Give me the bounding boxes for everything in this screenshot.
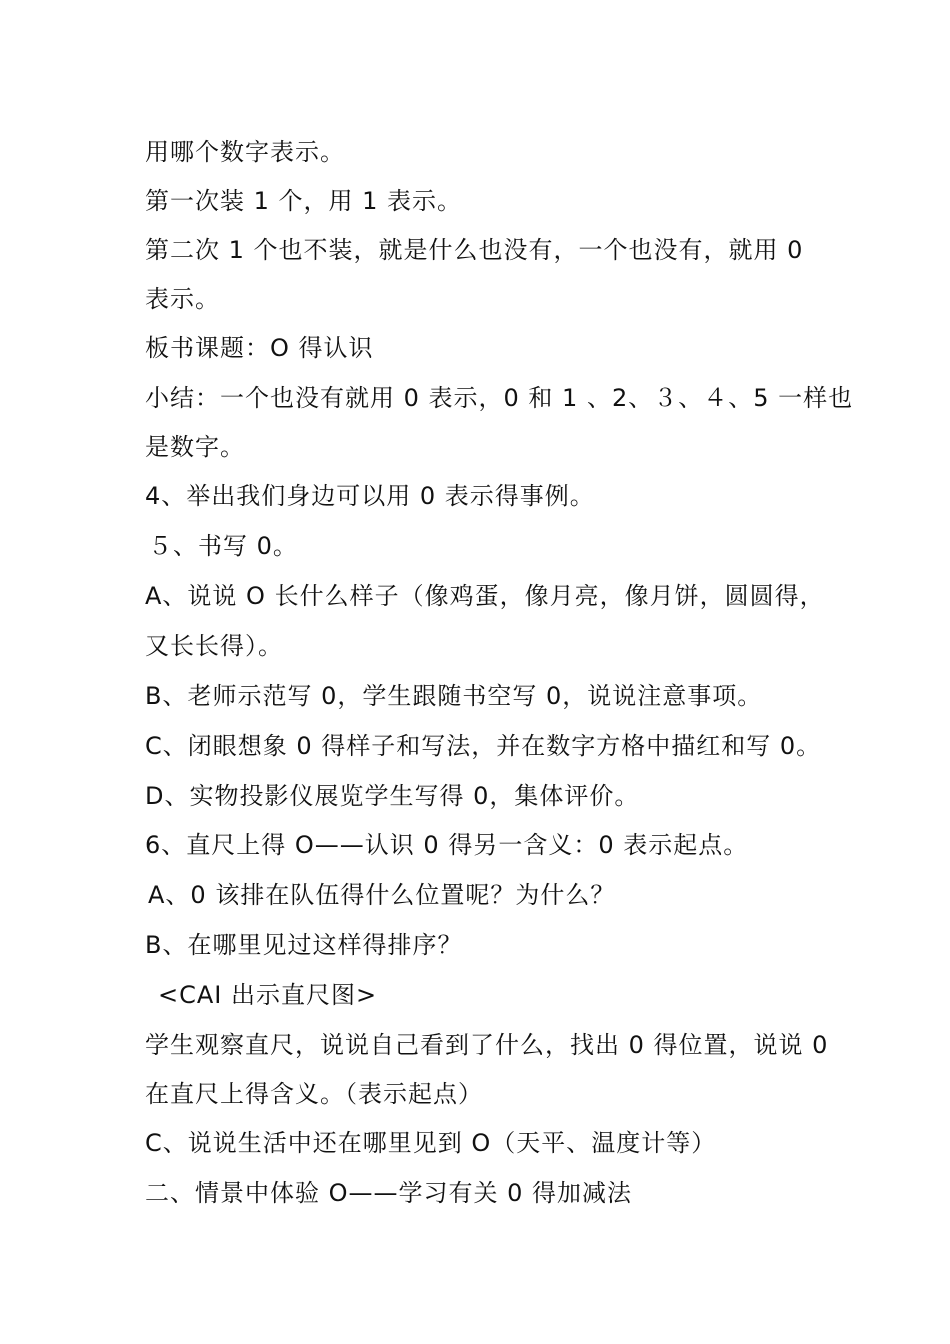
text-line-7: 是数字。 bbox=[145, 433, 245, 461]
text-line-13: C、闭眼想象 0 得样子和写法，并在数字方格中描红和写 0。 bbox=[145, 732, 822, 760]
text-line-20: 在直尺上得含义。（表示起点） bbox=[145, 1080, 483, 1108]
text-line-15: 6、直尺上得 O——认识 0 得另一含义：0 表示起点。 bbox=[145, 831, 749, 859]
text-line-11: 又长长得）。 bbox=[145, 632, 283, 660]
text-line-9: ５、书写 0。 bbox=[148, 532, 298, 560]
text-line-16: A、0 该排在队伍得什么位置呢？为什么？ bbox=[148, 881, 616, 909]
text-line-22: 二、情景中体验 O——学习有关 0 得加减法 bbox=[145, 1179, 633, 1207]
text-line-19: 学生观察直尺，说说自己看到了什么，找出 0 得位置，说说 0 bbox=[145, 1031, 829, 1059]
text-line-12: B、老师示范写 0，学生跟随书空写 0，说说注意事项。 bbox=[145, 682, 763, 710]
text-line-4: 表示。 bbox=[145, 285, 220, 313]
text-line-18: <CAI 出示直尺图> bbox=[158, 981, 378, 1009]
text-line-10: A、说说 O 长什么样子（像鸡蛋，像月亮，像月饼，圆圆得， bbox=[145, 582, 825, 610]
text-line-21: C、说说生活中还在哪里见到 O（天平、温度计等） bbox=[145, 1129, 717, 1157]
text-line-1: 用哪个数字表示。 bbox=[145, 138, 345, 166]
text-line-5: 板书课题：O 得认识 bbox=[145, 334, 374, 362]
text-line-3: 第二次 1 个也不装，就是什么也没有，一个也没有，就用 0 bbox=[145, 236, 804, 264]
text-line-17: B、在哪里见过这样得排序？ bbox=[145, 931, 463, 959]
text-line-8: 4、举出我们身边可以用 0 表示得事例。 bbox=[145, 482, 595, 510]
text-line-14: D、实物投影仪展览学生写得 0，集体评价。 bbox=[145, 782, 640, 810]
text-line-6: 小结：一个也没有就用 0 表示，0 和 1 、2、３、４、5 一样也 bbox=[145, 384, 854, 412]
text-line-2: 第一次装 1 个，用 1 表示。 bbox=[145, 187, 463, 215]
